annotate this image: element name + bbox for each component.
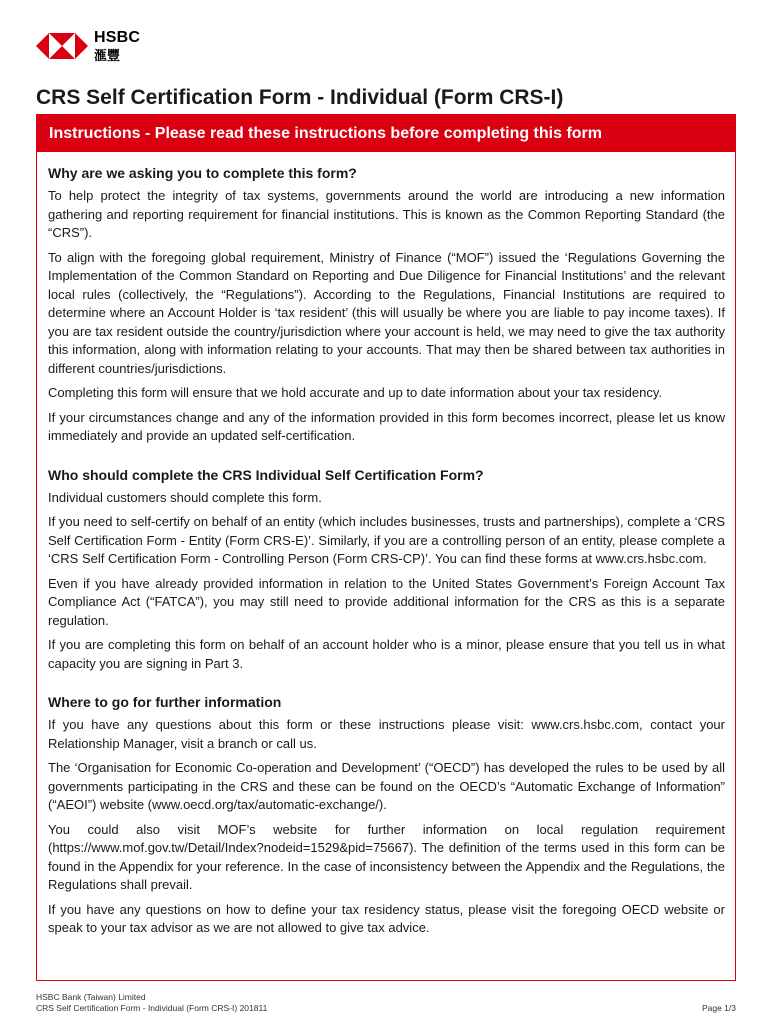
paragraph: If you need to self-certify on behalf of an entity (which includes businesses, trusts and partnerships), complete a ‘CRS Self Certification Form - Entity (Form CRS-E)’. Similarly, if you are a controlling person of an entity, please complete a ‘CRS Self Certification Form - Controlling Person (Form CRS-CP)’. You can find these forms at www.crs.hsbc.com. xyxy=(48,514,725,566)
paragraph: If you have any questions on how to define your tax residency status, please visit the foregoing OECD website or speak to your tax advisor as we are not allowed to give tax advice. xyxy=(48,901,725,935)
instructions-content xyxy=(37,165,735,938)
brand-name: HSBC xyxy=(94,29,141,46)
paragraph: To help protect the integrity of tax systems, governments around the world are introducing a new information gathering and reporting requirement for financial institutions. This is known as the Common Reporting Standard (the “CRS”). xyxy=(48,188,725,240)
instructions-banner: Instructions - Please read these instructions before completing this form xyxy=(37,115,735,152)
instructions-box xyxy=(36,114,736,981)
paragraph: If you are completing this form on behalf of an account holder who is a minor, please ensure that you tell us in what capacity you are signing in Part 3. xyxy=(48,637,725,671)
hsbc-logo xyxy=(36,26,140,66)
paragraph: Individual customers should complete this form. xyxy=(48,489,322,505)
paragraph: To align with the foregoing global requirement, Ministry of Finance (“MOF”) issued the ‘Regulations Governing the Implementation of the Common Standard on Reporting and Due Diligence for Financial Institutions’ and the relevant local rules (collectively, the “Regulations”). According to the Regulations, Financial Institutions are required to determine where an Account Holder is ‘tax resident’ (this will usually be where you are liable to pay income taxes). If you are tax resident outside the country/jurisdiction where your account is held, we may need to give the tax authority this information, along with information relating to your accounts. That may then be shared between tax authorities in different countries/jurisdictions. xyxy=(48,249,725,376)
section-further-info xyxy=(48,694,725,938)
paragraph: Even if you have already provided information in relation to the United States Government’s Foreign Account Tax Compliance Act (“FATCA”), you may still need to provide additional information for the CRS as this is a separate regulation. xyxy=(48,575,725,628)
paragraph: Completing this form will ensure that we hold accurate and up to date information about your tax residency. xyxy=(48,385,662,400)
section-heading: Who should complete the CRS Individual Self Certification Form? xyxy=(48,466,484,483)
paragraph: If your circumstances change and any of the information provided in this form becomes incorrect, please let us know immediately and provide an updated self-certification. xyxy=(48,409,725,443)
footer-form-ref: CRS Self Certification Form - Individual (Form CRS-I) 201811 xyxy=(36,1003,268,1013)
section-why xyxy=(48,165,725,446)
footer xyxy=(36,992,267,1014)
hsbc-hexagon-icon xyxy=(36,33,88,59)
brand-chinese-name: 滙豐 xyxy=(94,48,121,63)
paragraph: If you have any questions about this form or these instructions please visit: www.crs.hsbc.com, contact your Relationship Manager, visit a branch or call us. xyxy=(48,717,725,751)
footer-bank: HSBC Bank (Taiwan) Limited xyxy=(36,992,146,1002)
section-who xyxy=(48,467,725,674)
page-title: CRS Self Certification Form - Individual (Form CRS-I) xyxy=(36,86,564,109)
paragraph: You could also visit MOF’s website for further information on local regulation requirement (https://www.mof.gov.tw/Detail/Index?nodeid=1529&pid=75667). The definition of the terms used in this form can be found in the Appendix for your reference. In the case of inconsistency between the Appendix and the Regulations, the Regulations shall prevail. xyxy=(48,821,725,892)
section-heading: Where to go for further information xyxy=(48,694,282,710)
paragraph: The ‘Organisation for Economic Co-operation and Development’ (“OECD”) has developed the rules to be used by all governments participating in the CRS and these can be found on the OECD’s “Automatic Exchange of Information” (“AEOI”) website (www.oecd.org/tax/automatic-exchange/). xyxy=(48,760,725,812)
page-number: Page 1/3 xyxy=(701,1003,736,1013)
section-heading: Why are we asking you to complete this form? xyxy=(48,165,357,181)
